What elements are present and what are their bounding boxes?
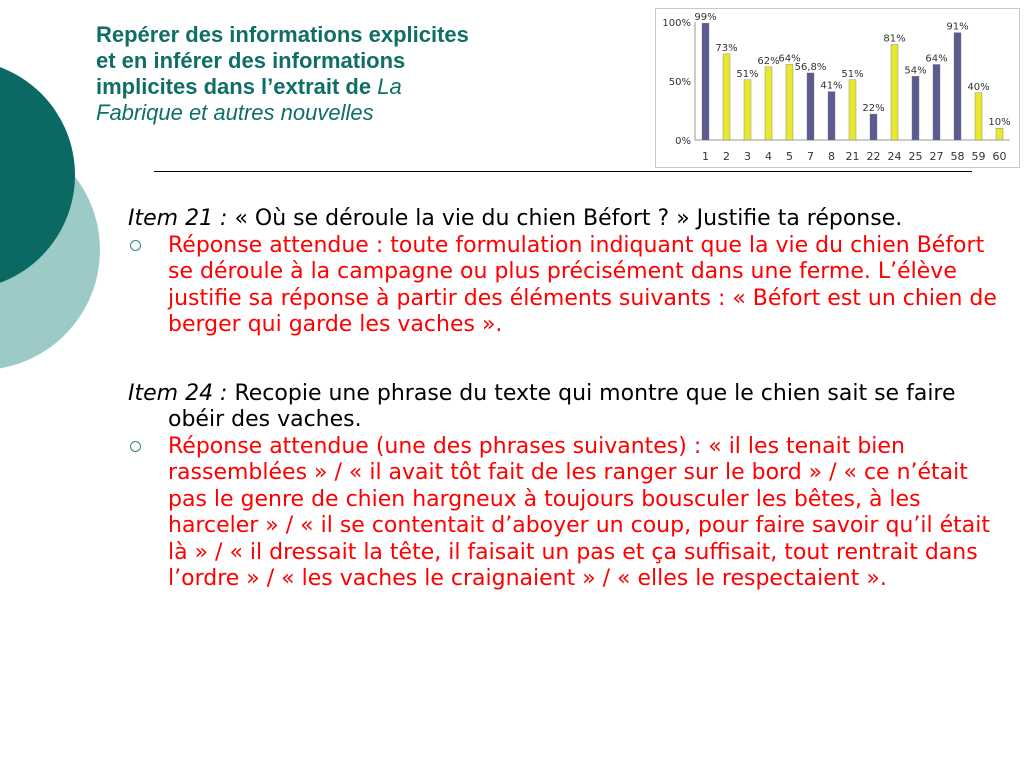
bar-data-label: 64% bbox=[778, 53, 801, 65]
x-tick-label: 8 bbox=[828, 150, 835, 163]
bar-data-label: 56,8% bbox=[794, 61, 827, 73]
bar bbox=[849, 80, 856, 140]
item-21-label: Item 21 : bbox=[128, 206, 228, 231]
light-teal-circle bbox=[0, 130, 100, 370]
bar-data-label: 10% bbox=[988, 117, 1011, 129]
bar bbox=[702, 23, 709, 140]
x-tick-label: 4 bbox=[765, 150, 772, 163]
title-line-3: implicites dans l’extrait de bbox=[96, 74, 378, 99]
item-21-question-text: « Où se déroule la vie du chien Béfort ? » Justifie ta réponse. bbox=[227, 206, 903, 231]
bar-data-label: 51% bbox=[736, 68, 759, 80]
circle-bullet-icon bbox=[130, 240, 141, 251]
bar-data-label: 64% bbox=[925, 53, 948, 65]
bar bbox=[996, 128, 1003, 140]
bar-data-label: 22% bbox=[862, 103, 885, 115]
bar bbox=[870, 114, 877, 140]
y-tick-label: 0% bbox=[675, 136, 691, 147]
results-bar-chart bbox=[655, 8, 1020, 168]
bar bbox=[975, 93, 982, 140]
bar bbox=[765, 67, 772, 140]
item-24-answer bbox=[128, 434, 998, 593]
x-tick-label: 58 bbox=[950, 150, 965, 163]
y-tick-label: 100% bbox=[662, 18, 691, 29]
item-24-label: Item 24 : bbox=[128, 380, 228, 406]
bar bbox=[891, 44, 898, 140]
bar bbox=[912, 76, 919, 140]
bar bbox=[744, 80, 751, 140]
decorative-circles bbox=[0, 0, 110, 420]
x-tick-label: 25 bbox=[908, 150, 923, 163]
bar bbox=[807, 73, 814, 140]
bar-data-label: 51% bbox=[841, 68, 864, 80]
bar-data-label: 91% bbox=[946, 21, 969, 33]
chart-svg bbox=[655, 8, 1020, 168]
circle-bullet-icon bbox=[130, 441, 141, 452]
bar-data-label: 62% bbox=[757, 55, 780, 67]
x-tick-label: 21 bbox=[845, 150, 860, 163]
bar bbox=[954, 33, 961, 140]
item-24-question bbox=[128, 381, 998, 434]
bar-data-label: 40% bbox=[967, 81, 990, 93]
x-tick-label: 22 bbox=[866, 150, 881, 163]
item-21-question bbox=[128, 206, 998, 233]
item-24-question-text: Recopie une phrase du texte qui montre que le chien sait se faire obéir des vaches. bbox=[168, 380, 956, 432]
book-title-part-2: Fabrique et autres nouvelles bbox=[96, 100, 374, 125]
slide-content bbox=[128, 206, 998, 593]
book-title-part-1: La bbox=[377, 74, 402, 99]
bar-data-label: 73% bbox=[715, 42, 738, 54]
y-tick-label: 50% bbox=[668, 77, 691, 88]
x-tick-label: 5 bbox=[786, 150, 793, 163]
bar bbox=[828, 92, 835, 140]
x-tick-label: 3 bbox=[744, 150, 751, 163]
x-tick-label: 1 bbox=[702, 150, 709, 163]
item-21-answer-text: Réponse attendue : toute formulation indiquant que la vie du chien Béfort se déroule à la campagne ou plus précisément dans une ferme. L’élève justifie sa réponse à partir des éléments suivants : « Béfort est un chien de berger qui garde les vaches ». bbox=[168, 232, 997, 337]
title-line-2: et en inférer des informations bbox=[96, 48, 406, 73]
bar bbox=[723, 54, 730, 140]
x-tick-label: 59 bbox=[971, 150, 986, 163]
bar bbox=[786, 64, 793, 140]
x-tick-label: 2 bbox=[723, 150, 730, 163]
x-tick-label: 7 bbox=[807, 150, 814, 163]
bar-data-label: 81% bbox=[883, 33, 906, 45]
item-24-answer-text: Réponse attendue (une des phrases suivantes) : « il les tenait bien rassemblées » / « il avait tôt fait de les ranger sur le bord » / « ce n’était pas le genre de chien hargneux à toujours bousculer les bêtes, à les harceler » / « il se contentait d’aboyer un coup, pour faire savoir qu’il était là » / « il dressait la tête, il faisait un pas et ça suffisait, tout rentrait dans l’ordre » / « les vaches le craignaient » / « elles le respectaient ». bbox=[168, 433, 990, 591]
title-line-1: Repérer des informations explicites bbox=[96, 22, 469, 47]
item-21-answer bbox=[128, 233, 998, 339]
dark-teal-circle bbox=[0, 60, 75, 290]
title-divider bbox=[154, 171, 972, 172]
x-tick-label: 24 bbox=[887, 150, 902, 163]
x-tick-label: 27 bbox=[929, 150, 944, 163]
x-tick-label: 60 bbox=[992, 150, 1007, 163]
bar-data-label: 99% bbox=[694, 12, 717, 24]
page-title bbox=[96, 22, 596, 126]
bar bbox=[933, 64, 940, 140]
bar-data-label: 54% bbox=[904, 65, 927, 77]
bar-data-label: 41% bbox=[820, 80, 843, 92]
